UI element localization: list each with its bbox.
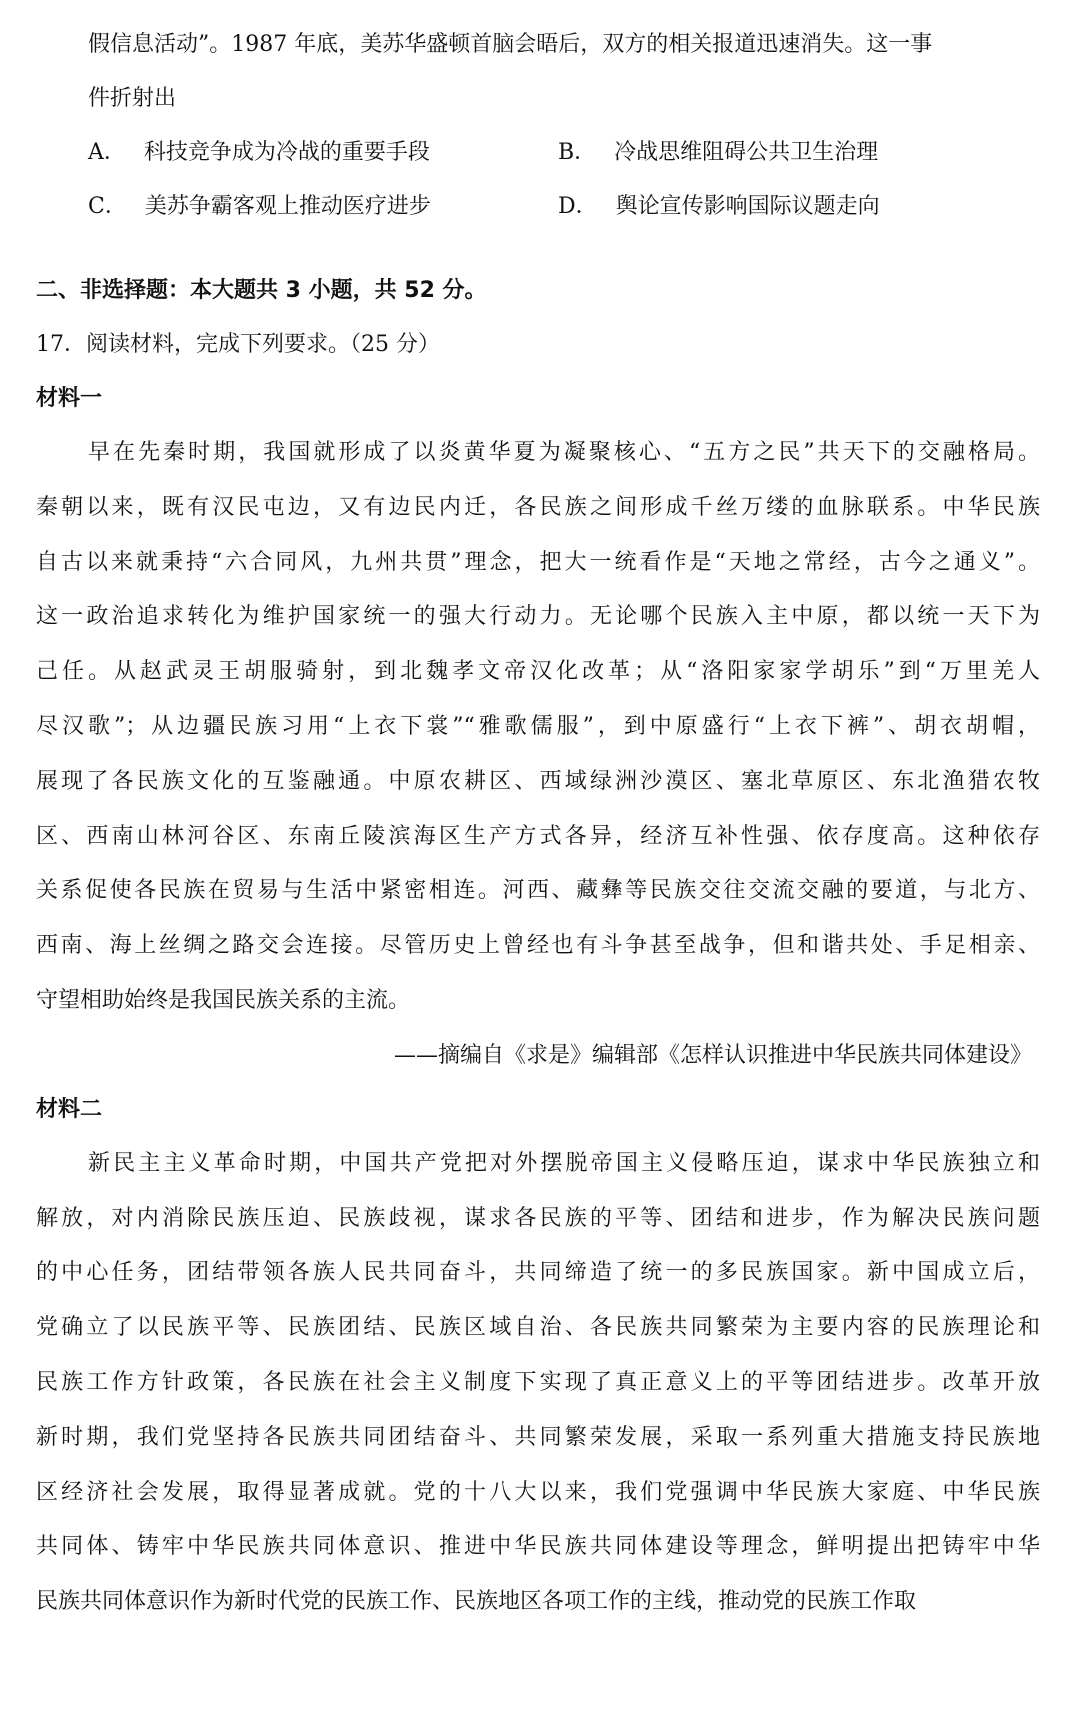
material-2-line: 的中心任务，团结带领各族人民共同奋斗，共同缔造了统一的多民族国家。新中国成立后， bbox=[36, 1260, 1040, 1286]
option-letter: B． bbox=[558, 140, 597, 165]
material-1-line: 展现了各民族文化的互鉴融通。中原农耕区、西域绿洲沙漠区、塞北草原区、东北渔猎农牧 bbox=[36, 768, 1040, 794]
material-1-heading: 材料一 bbox=[36, 386, 103, 411]
material-1-line: 秦朝以来，既有汉民屯边，又有边民内迁，各民族之间形成千丝万缕的血脉联系。中华民族 bbox=[36, 494, 1040, 520]
material-2-line: 共同体、铸牢中华民族共同体意识、推进中华民族共同体建设等理念，鲜明提出把铸牢中华 bbox=[36, 1534, 1040, 1560]
option-text: 舆论宣传影响国际议题走向 bbox=[615, 194, 880, 219]
question-16-tail bbox=[36, 18, 1040, 234]
option-text: 科技竞争成为冷战的重要手段 bbox=[143, 140, 430, 165]
material-2-line: 民族工作方针政策，各民族在社会主义制度下实现了真正意义上的平等团结进步。改革开放 bbox=[36, 1369, 1040, 1395]
option-text: 美苏争霸客观上推动医疗进步 bbox=[144, 194, 431, 219]
material-2-line: 区经济社会发展，取得显著成就。党的十八大以来，我们党强调中华民族大家庭、中华民族 bbox=[36, 1479, 1040, 1505]
material-1-line: 这一政治追求转化为维护国家统一的强大行动力。无论哪个民族入主中原，都以统一天下为 bbox=[36, 604, 1040, 630]
q16-option-d bbox=[508, 180, 978, 234]
q16-option-b bbox=[508, 126, 978, 180]
material-1-line: 区、西南山林河谷区、东南丘陵滨海区生产方式各异，经济互补性强、依存度高。这种依存 bbox=[36, 823, 1040, 849]
option-letter: A． bbox=[88, 140, 126, 165]
material-1-line: 尽汉歌”；从边疆民族习用“上衣下裳”“雅歌儒服”，到中原盛行“上衣下裤”、胡衣胡帽， bbox=[36, 713, 1040, 739]
material-1-line: 自古以来就秉持“六合同风，九州共贯”理念，把大一统看作是“天地之常经，古今之通义”。 bbox=[36, 549, 1040, 575]
option-text: 冷战思维阻碍公共卫生治理 bbox=[614, 140, 879, 165]
option-letter: C． bbox=[88, 194, 127, 219]
q16-option-c bbox=[36, 180, 508, 234]
q16-option-a bbox=[36, 126, 508, 180]
material-2-line: 新时期，我们党坚持各民族共同团结奋斗、共同繁荣发展，采取一系列重大措施支持民族地 bbox=[36, 1424, 1040, 1450]
material-2-line: 民族共同体意识作为新时代党的民族工作、民族地区各项工作的主线，推动党的民族工作取 bbox=[36, 1589, 917, 1615]
q16-stem-line-1: 假信息活动”。1987 年底，美苏华盛顿首脑会晤后，双方的相关报道迅速消失。这一事 bbox=[88, 32, 933, 57]
material-2-heading: 材料二 bbox=[36, 1096, 103, 1122]
material-2-line: 解放，对内消除民族压迫、民族歧视，谋求各民族的平等、团结和进步，作为解决民族问题 bbox=[36, 1205, 1040, 1231]
material-1-line: 早在先秦时期，我国就形成了以炎黄华夏为凝聚核心、“五方之民”共天下的交融格局。 bbox=[88, 440, 1040, 465]
material-2-line: 新民主主义革命时期，中国共产党把对外摆脱帝国主义侵略压迫，谋求中华民族独立和 bbox=[88, 1150, 1040, 1176]
option-letter: D． bbox=[558, 194, 598, 219]
material-1-line: 关系促使各民族在贸易与生活中紧密相连。河西、藏彝等民族交往交流交融的要道，与北方、 bbox=[36, 878, 1040, 904]
material-2-text bbox=[36, 1137, 1040, 1630]
material-1-line: 西南、海上丝绸之路交会连接。尽管历史上曾经也有斗争甚至战争，但和谐共处、手足相亲、 bbox=[36, 933, 1040, 959]
q16-options-row-2 bbox=[36, 180, 1040, 234]
material-1-line: 守望相助始终是我国民族关系的主流。 bbox=[36, 987, 411, 1013]
material-1-source: ——摘编自《求是》编辑部《怎样认识推进中华民族共同体建设》 bbox=[393, 1042, 1032, 1068]
q16-stem-line-2: 件折射出 bbox=[88, 86, 177, 111]
material-2-line: 党确立了以民族平等、民族团结、民族区域自治、各民族共同繁荣为主要内容的民族理论和 bbox=[36, 1315, 1040, 1341]
material-1-text bbox=[36, 426, 1040, 1029]
q16-options-row-1 bbox=[36, 126, 1040, 180]
section-2-title: 二、非选择题：本大题共 3 小题，共 52 分。 bbox=[36, 278, 487, 303]
q17-prompt: 17．阅读材料，完成下列要求。（25 分） bbox=[36, 332, 440, 357]
material-1-line: 己任。从赵武灵王胡服骑射，到北魏孝文帝汉化改革；从“洛阳家家学胡乐”到“万里羌人 bbox=[36, 659, 1040, 685]
